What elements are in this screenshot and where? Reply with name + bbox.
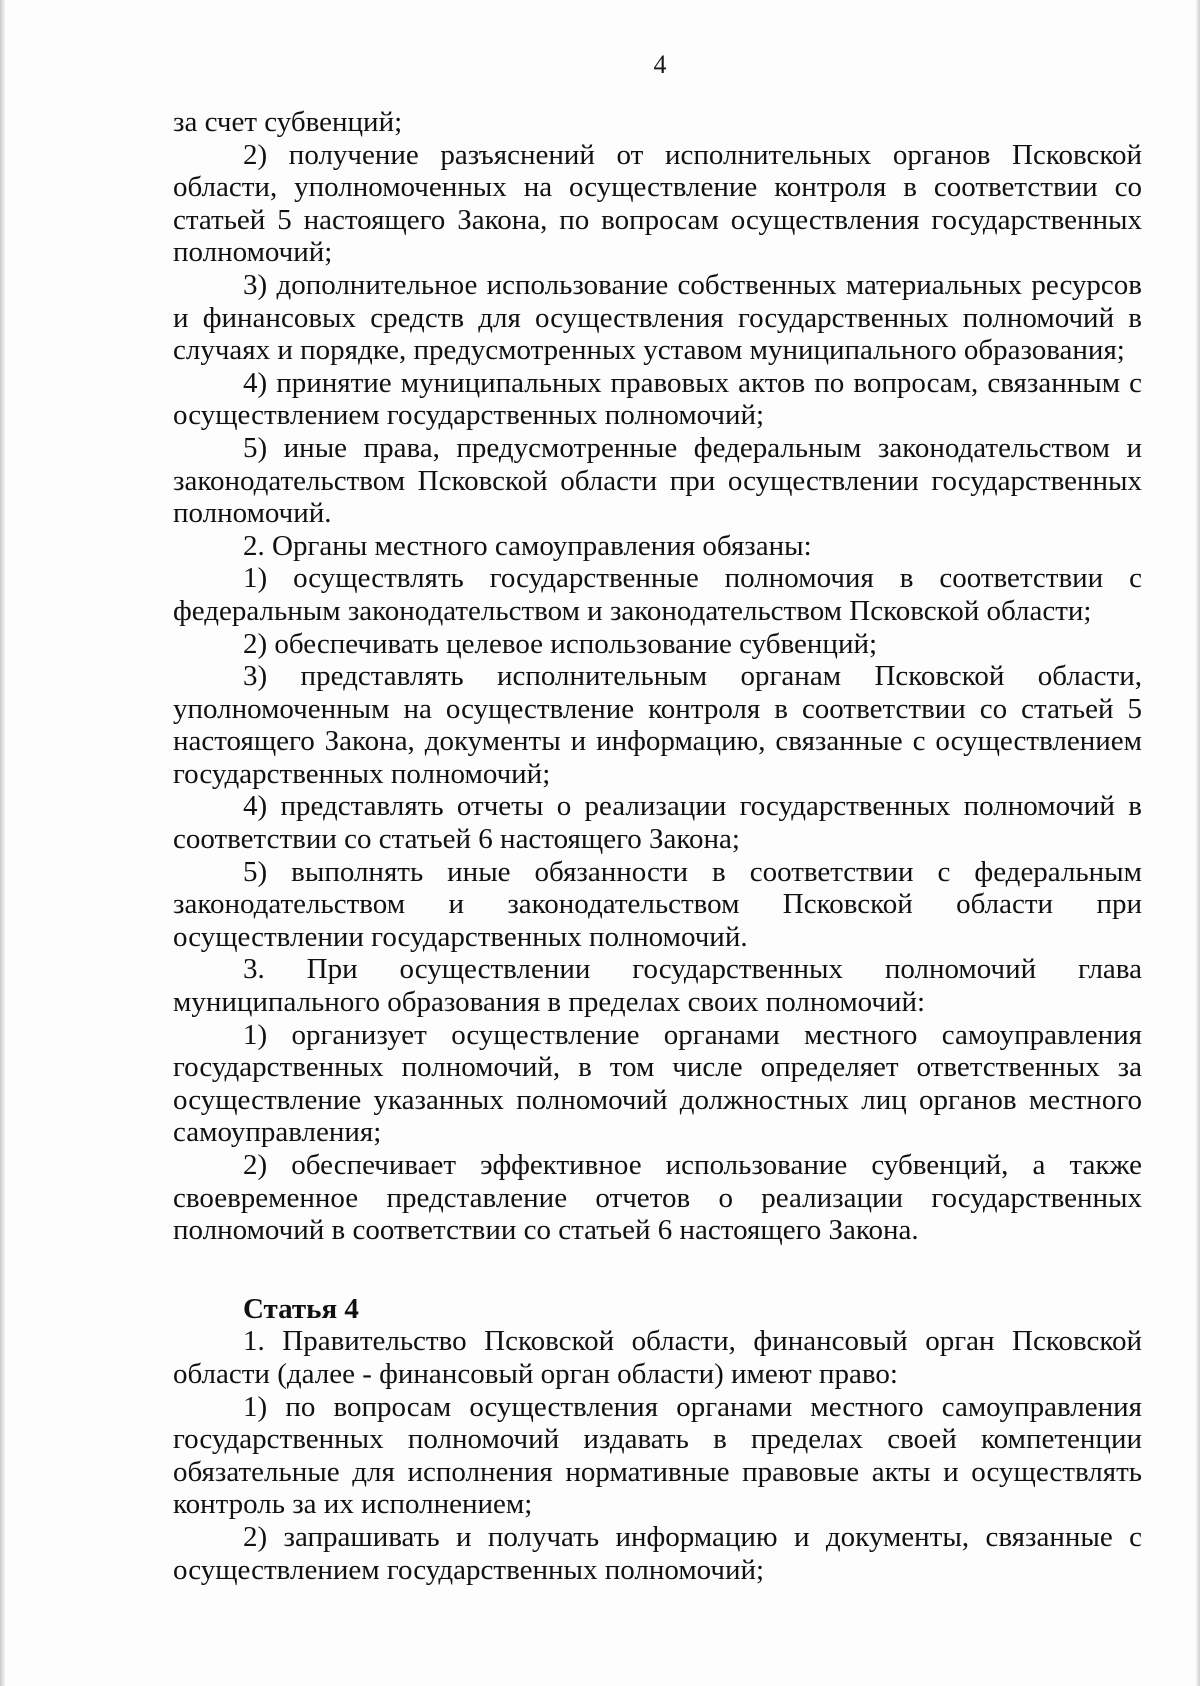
paragraph: 5) иные права, предусмотренные федеральным законодательством и законодательством Псковской области при осуществлении государственных полномочий. [173,431,1142,530]
paragraphs-before-article [173,106,1142,1247]
paragraph: 3) представлять исполнительным органам Псковской области, уполномоченным на осуществление контроля в соответствии со статьей 5 настоящего Закона, документы и информацию, связанные с осуществлением государственных полномочий; [173,660,1142,790]
paragraph: 1) организует осуществление органами местного самоуправления государственных полномочий, в том числе определяет ответственных за осуществление указанных полномочий должностных лиц органов местного самоуправления; [173,1018,1142,1149]
article-heading: Статья 4 [243,1292,359,1325]
paragraph: 3) дополнительное использование собственных материальных ресурсов и финансовых средств для осуществления государственных полномочий в случаях и порядке, предусмотренных уставом муниципального образования; [173,268,1142,367]
paragraph: за счет субвенций; [173,106,403,138]
scan-edge-left [0,0,5,1686]
paragraph: 3. При осуществлении государственных полномочий глава муниципального образования в пределах своих полномочий: [173,953,1142,1019]
paragraph: 2) получение разъяснений от исполнительных органов Псковской области, уполномоченных на осуществление контроля в соответствии со статьей 5 настоящего Закона, по вопросам осуществления государственных полномочий; [173,138,1142,269]
scan-edge-right [1196,0,1200,1686]
paragraph: 1. Правительство Псковской области, финансовый орган Псковской области (далее - финансовый орган области) имеют право: [173,1325,1142,1390]
paragraph: 2) запрашивать и получать информацию и документы, связанные с осуществлением государственных полномочий; [173,1520,1142,1586]
page-number: 4 [653,50,667,79]
document-body [173,106,1142,1586]
paragraph: 2) обеспечивать целевое использование субвенций; [243,627,878,660]
paragraph: 2. Органы местного самоуправления обязаны: [243,529,812,562]
paragraph: 1) осуществлять государственные полномочия в соответствии с федеральным законодательством и законодательством Псковской области; [173,562,1142,627]
paragraphs-after-article [173,1325,1142,1586]
paragraph: 1) по вопросам осуществления органами местного самоуправления государственных полномочий издавать в пределах своей компетенции обязательные для исполнения нормативные правовые акты и осуществлять контроль за их исполнением; [173,1390,1142,1521]
paragraph: 4) представлять отчеты о реализации государственных полномочий в соответствии со статьей 6 настоящего Закона; [173,790,1142,856]
paragraph: 5) выполнять иные обязанности в соответствии с федеральным законодательством и законодательством Псковской области при осуществлении государственных полномочий. [173,855,1142,953]
paragraph: 2) обеспечивает эффективное использование субвенций, а также своевременное представление отчетов о реализации государственных полномочий в соответствии со статьей 6 настоящего Закона. [173,1149,1142,1247]
paragraph: 4) принятие муниципальных правовых актов по вопросам, связанным с осуществлением государственных полномочий; [173,366,1142,432]
